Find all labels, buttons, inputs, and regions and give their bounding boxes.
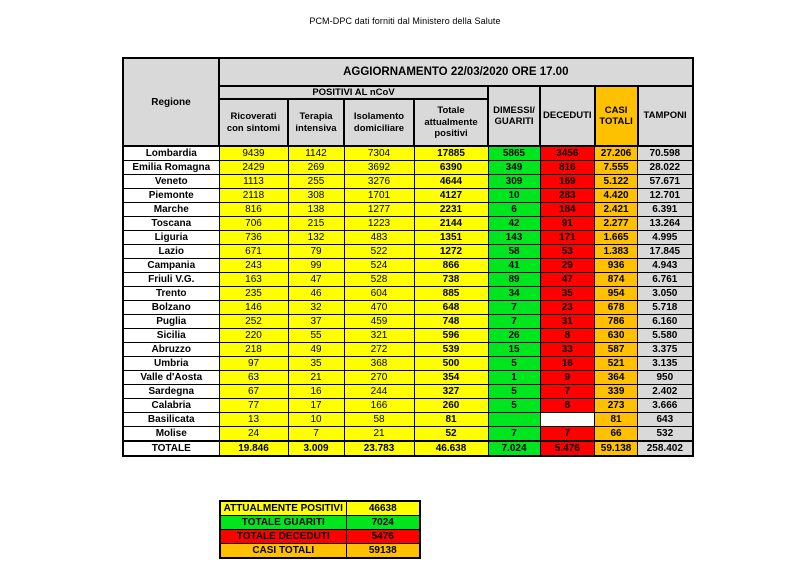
cell-terapia-intensiva: 55: [288, 329, 344, 343]
cell-isolamento: 7304: [344, 146, 414, 161]
header-positivi-group: POSITIVI AL nCoV: [219, 86, 488, 99]
cell-casi-totali: 5.122: [595, 175, 638, 189]
table-row: [123, 175, 693, 189]
cell-dimessi-guariti: 5865: [488, 146, 540, 161]
cell-ricoverati: 1113: [219, 175, 288, 189]
cell-casi-totali: 364: [595, 371, 638, 385]
cell-terapia-intensiva: 1142: [288, 146, 344, 161]
table-row: [123, 343, 693, 357]
cell-tamponi: 258.402: [638, 441, 693, 456]
summary-body: [220, 501, 420, 558]
cell-totale-positivi: 46.638: [414, 441, 488, 456]
summary-row: [220, 501, 420, 516]
cell-dimessi-guariti: 15: [488, 343, 540, 357]
cell-terapia-intensiva: 255: [288, 175, 344, 189]
cell-totale-positivi: 748: [414, 315, 488, 329]
cell-dimessi-guariti: 143: [488, 231, 540, 245]
cell-deceduti: 7: [540, 385, 595, 399]
cell-tamponi: 3.050: [638, 287, 693, 301]
cell-ricoverati: 736: [219, 231, 288, 245]
cell-terapia-intensiva: 35: [288, 357, 344, 371]
table-row: [123, 245, 693, 259]
cell-ricoverati: 671: [219, 245, 288, 259]
cell-terapia-intensiva: 132: [288, 231, 344, 245]
summary-label: TOTALE GUARITI: [220, 516, 346, 530]
cell-casi-totali: 7.555: [595, 161, 638, 175]
region-name: Molise: [123, 427, 219, 442]
region-name: Emilia Romagna: [123, 161, 219, 175]
region-name: Puglia: [123, 315, 219, 329]
cell-ricoverati: 2429: [219, 161, 288, 175]
header-deceduti: DECEDUTI: [540, 86, 595, 146]
summary-table: [219, 500, 421, 559]
cell-ricoverati: 243: [219, 259, 288, 273]
cell-isolamento: 21: [344, 427, 414, 442]
cell-deceduti: 29: [540, 259, 595, 273]
table-row: [123, 161, 693, 175]
cell-terapia-intensiva: 47: [288, 273, 344, 287]
cell-totale-positivi: 4644: [414, 175, 488, 189]
region-name: Trento: [123, 287, 219, 301]
cell-casi-totali: 936: [595, 259, 638, 273]
region-name: Bolzano: [123, 301, 219, 315]
region-name: Calabria: [123, 399, 219, 413]
cell-isolamento: 3276: [344, 175, 414, 189]
cell-tamponi: 57.671: [638, 175, 693, 189]
cell-totale-positivi: 260: [414, 399, 488, 413]
cell-casi-totali: 4.420: [595, 189, 638, 203]
cell-tamponi: 13.264: [638, 217, 693, 231]
cell-isolamento: 321: [344, 329, 414, 343]
header-regione: Regione: [123, 58, 219, 146]
cell-tamponi: 70.598: [638, 146, 693, 161]
cell-deceduti: 283: [540, 189, 595, 203]
cell-isolamento: 272: [344, 343, 414, 357]
table-row: [123, 371, 693, 385]
cell-deceduti: 3456: [540, 146, 595, 161]
cell-totale-positivi: 327: [414, 385, 488, 399]
cell-casi-totali: 27.206: [595, 146, 638, 161]
cell-isolamento: 23.783: [344, 441, 414, 456]
cell-dimessi-guariti: 309: [488, 175, 540, 189]
cell-ricoverati: 63: [219, 371, 288, 385]
cell-terapia-intensiva: 138: [288, 203, 344, 217]
cell-ricoverati: 67: [219, 385, 288, 399]
cell-deceduti: 9: [540, 371, 595, 385]
cell-deceduti: [540, 413, 595, 427]
table-row: [123, 427, 693, 442]
table-row: [123, 259, 693, 273]
cell-isolamento: 270: [344, 371, 414, 385]
header-totale-positivi: Totale attualmente positivi: [414, 99, 488, 146]
summary-label: TOTALE DECEDUTI: [220, 530, 346, 544]
region-name: Piemonte: [123, 189, 219, 203]
region-name: Sicilia: [123, 329, 219, 343]
cell-terapia-intensiva: 308: [288, 189, 344, 203]
cell-dimessi-guariti: 7: [488, 315, 540, 329]
table-row: [123, 315, 693, 329]
cell-casi-totali: 1.665: [595, 231, 638, 245]
cell-isolamento: 368: [344, 357, 414, 371]
cell-tamponi: 2.402: [638, 385, 693, 399]
cell-deceduti: 8: [540, 399, 595, 413]
cell-totale-positivi: 500: [414, 357, 488, 371]
cell-terapia-intensiva: 7: [288, 427, 344, 442]
region-name: Sardegna: [123, 385, 219, 399]
cell-dimessi-guariti: 5: [488, 357, 540, 371]
cell-dimessi-guariti: 41: [488, 259, 540, 273]
cell-totale-positivi: 2231: [414, 203, 488, 217]
cell-isolamento: 522: [344, 245, 414, 259]
cell-tamponi: 6.761: [638, 273, 693, 287]
cell-tamponi: 4.943: [638, 259, 693, 273]
cell-isolamento: 244: [344, 385, 414, 399]
table-row: [123, 357, 693, 371]
cell-dimessi-guariti: 58: [488, 245, 540, 259]
header-ricoverati: Ricoverati con sintomi: [219, 99, 288, 146]
header-tamponi: TAMPONI: [638, 86, 693, 146]
cell-ricoverati: 77: [219, 399, 288, 413]
cell-isolamento: 1701: [344, 189, 414, 203]
cell-isolamento: 483: [344, 231, 414, 245]
cell-casi-totali: 273: [595, 399, 638, 413]
cell-totale-positivi: 596: [414, 329, 488, 343]
cell-tamponi: 643: [638, 413, 693, 427]
cell-totale-positivi: 1272: [414, 245, 488, 259]
cell-dimessi-guariti: 7: [488, 301, 540, 315]
header-update-date: AGGIORNAMENTO 22/03/2020 ORE 17.00: [219, 58, 693, 86]
cell-terapia-intensiva: 99: [288, 259, 344, 273]
summary-row: [220, 516, 420, 530]
cell-totale-positivi: 2144: [414, 217, 488, 231]
cell-tamponi: 6.160: [638, 315, 693, 329]
cell-totale-positivi: 1351: [414, 231, 488, 245]
cell-ricoverati: 146: [219, 301, 288, 315]
cell-dimessi-guariti: [488, 413, 540, 427]
cell-casi-totali: 786: [595, 315, 638, 329]
cell-casi-totali: 2.277: [595, 217, 638, 231]
cell-terapia-intensiva: 17: [288, 399, 344, 413]
cell-isolamento: 1223: [344, 217, 414, 231]
cell-totale-positivi: 885: [414, 287, 488, 301]
cell-deceduti: 53: [540, 245, 595, 259]
region-name: Basilicata: [123, 413, 219, 427]
cell-totale-positivi: 539: [414, 343, 488, 357]
cell-casi-totali: 678: [595, 301, 638, 315]
cell-tamponi: 3.666: [638, 399, 693, 413]
table-row: [123, 217, 693, 231]
region-name: Lazio: [123, 245, 219, 259]
cell-casi-totali: 874: [595, 273, 638, 287]
summary-value: 46638: [346, 501, 420, 516]
cell-ricoverati: 163: [219, 273, 288, 287]
cell-totale-positivi: 52: [414, 427, 488, 442]
cell-casi-totali: 2.421: [595, 203, 638, 217]
cell-isolamento: 524: [344, 259, 414, 273]
cell-tamponi: 950: [638, 371, 693, 385]
cell-ricoverati: 9439: [219, 146, 288, 161]
summary-label: CASI TOTALI: [220, 544, 346, 559]
cell-casi-totali: 339: [595, 385, 638, 399]
cell-deceduti: 816: [540, 161, 595, 175]
table-row: [123, 273, 693, 287]
cell-deceduti: 23: [540, 301, 595, 315]
table-row: [123, 385, 693, 399]
cell-terapia-intensiva: 215: [288, 217, 344, 231]
cell-deceduti: 7: [540, 427, 595, 442]
cell-terapia-intensiva: 32: [288, 301, 344, 315]
cell-casi-totali: 521: [595, 357, 638, 371]
cell-tamponi: 6.391: [638, 203, 693, 217]
table-row: [123, 329, 693, 343]
region-name: Campania: [123, 259, 219, 273]
cell-dimessi-guariti: 7: [488, 427, 540, 442]
cell-dimessi-guariti: 1: [488, 371, 540, 385]
region-name: Toscana: [123, 217, 219, 231]
cell-isolamento: 528: [344, 273, 414, 287]
region-name: TOTALE: [123, 441, 219, 456]
summary-value: 7024: [346, 516, 420, 530]
cell-deceduti: 184: [540, 203, 595, 217]
cell-tamponi: 5.580: [638, 329, 693, 343]
cell-isolamento: 470: [344, 301, 414, 315]
cell-terapia-intensiva: 10: [288, 413, 344, 427]
summary-label: ATTUALMENTE POSITIVI: [220, 501, 346, 516]
cell-dimessi-guariti: 5: [488, 399, 540, 413]
cell-casi-totali: 587: [595, 343, 638, 357]
cell-deceduti: 47: [540, 273, 595, 287]
region-name: Marche: [123, 203, 219, 217]
cell-ricoverati: 252: [219, 315, 288, 329]
cell-dimessi-guariti: 10: [488, 189, 540, 203]
cell-ricoverati: 2118: [219, 189, 288, 203]
table-header: [123, 58, 693, 146]
cell-tamponi: 17.845: [638, 245, 693, 259]
cell-ricoverati: 706: [219, 217, 288, 231]
table-row: [123, 399, 693, 413]
cell-isolamento: 58: [344, 413, 414, 427]
region-name: Abruzzo: [123, 343, 219, 357]
region-name: Veneto: [123, 175, 219, 189]
cell-isolamento: 1277: [344, 203, 414, 217]
summary-row: [220, 530, 420, 544]
cell-tamponi: 28.022: [638, 161, 693, 175]
cell-casi-totali: 66: [595, 427, 638, 442]
cell-isolamento: 604: [344, 287, 414, 301]
cell-tamponi: 3.375: [638, 343, 693, 357]
table-row: [123, 287, 693, 301]
table-row: [123, 441, 693, 456]
cell-ricoverati: 19.846: [219, 441, 288, 456]
cell-tamponi: 4.995: [638, 231, 693, 245]
cell-ricoverati: 97: [219, 357, 288, 371]
table-row: [123, 301, 693, 315]
cell-ricoverati: 235: [219, 287, 288, 301]
cell-isolamento: 459: [344, 315, 414, 329]
cell-tamponi: 3.135: [638, 357, 693, 371]
cell-totale-positivi: 866: [414, 259, 488, 273]
table-row: [123, 146, 693, 161]
cell-ricoverati: 13: [219, 413, 288, 427]
region-name: Liguria: [123, 231, 219, 245]
cell-dimessi-guariti: 6: [488, 203, 540, 217]
cell-tamponi: 532: [638, 427, 693, 442]
summary-value: 5476: [346, 530, 420, 544]
cell-terapia-intensiva: 79: [288, 245, 344, 259]
cell-deceduti: 33: [540, 343, 595, 357]
summary-row: [220, 544, 420, 559]
cell-terapia-intensiva: 269: [288, 161, 344, 175]
region-name: Lombardia: [123, 146, 219, 161]
cell-dimessi-guariti: 7.024: [488, 441, 540, 456]
header-terapia-intensiva: Terapia intensiva: [288, 99, 344, 146]
region-name: Valle d'Aosta: [123, 371, 219, 385]
region-name: Friuli V.G.: [123, 273, 219, 287]
cell-terapia-intensiva: 21: [288, 371, 344, 385]
cell-terapia-intensiva: 16: [288, 385, 344, 399]
header-casi-totali: CASI TOTALI: [595, 86, 638, 146]
cell-deceduti: 8: [540, 329, 595, 343]
cell-totale-positivi: 6390: [414, 161, 488, 175]
cell-deceduti: 35: [540, 287, 595, 301]
cell-terapia-intensiva: 49: [288, 343, 344, 357]
table-row: [123, 189, 693, 203]
header-dimessi-guariti: DIMESSI/ GUARITI: [488, 86, 540, 146]
cell-deceduti: 5.476: [540, 441, 595, 456]
table-body: [123, 146, 693, 456]
cell-ricoverati: 220: [219, 329, 288, 343]
cell-casi-totali: 81: [595, 413, 638, 427]
cell-deceduti: 169: [540, 175, 595, 189]
cell-dimessi-guariti: 34: [488, 287, 540, 301]
region-name: Umbria: [123, 357, 219, 371]
page-title: PCM-DPC dati forniti dal Ministero della Salute: [309, 16, 501, 26]
cell-totale-positivi: 81: [414, 413, 488, 427]
cell-totale-positivi: 648: [414, 301, 488, 315]
cell-deceduti: 91: [540, 217, 595, 231]
summary-value: 59138: [346, 544, 420, 559]
cell-ricoverati: 24: [219, 427, 288, 442]
cell-terapia-intensiva: 46: [288, 287, 344, 301]
cell-terapia-intensiva: 37: [288, 315, 344, 329]
cell-ricoverati: 816: [219, 203, 288, 217]
cell-casi-totali: 630: [595, 329, 638, 343]
table-row: [123, 231, 693, 245]
cell-tamponi: 12.701: [638, 189, 693, 203]
cell-dimessi-guariti: 26: [488, 329, 540, 343]
cell-totale-positivi: 354: [414, 371, 488, 385]
header-isolamento: Isolamento domiciliare: [344, 99, 414, 146]
cell-casi-totali: 1.383: [595, 245, 638, 259]
table-row: [123, 413, 693, 427]
cell-dimessi-guariti: 349: [488, 161, 540, 175]
table-row: [123, 203, 693, 217]
cell-isolamento: 166: [344, 399, 414, 413]
cell-totale-positivi: 4127: [414, 189, 488, 203]
cell-casi-totali: 954: [595, 287, 638, 301]
cell-isolamento: 3692: [344, 161, 414, 175]
cell-deceduti: 171: [540, 231, 595, 245]
covid-region-table: [122, 57, 694, 457]
cell-dimessi-guariti: 5: [488, 385, 540, 399]
cell-totale-positivi: 17885: [414, 146, 488, 161]
cell-dimessi-guariti: 89: [488, 273, 540, 287]
cell-deceduti: 31: [540, 315, 595, 329]
cell-totale-positivi: 738: [414, 273, 488, 287]
cell-terapia-intensiva: 3.009: [288, 441, 344, 456]
cell-dimessi-guariti: 42: [488, 217, 540, 231]
cell-deceduti: 16: [540, 357, 595, 371]
cell-ricoverati: 218: [219, 343, 288, 357]
cell-tamponi: 5.718: [638, 301, 693, 315]
cell-casi-totali: 59.138: [595, 441, 638, 456]
